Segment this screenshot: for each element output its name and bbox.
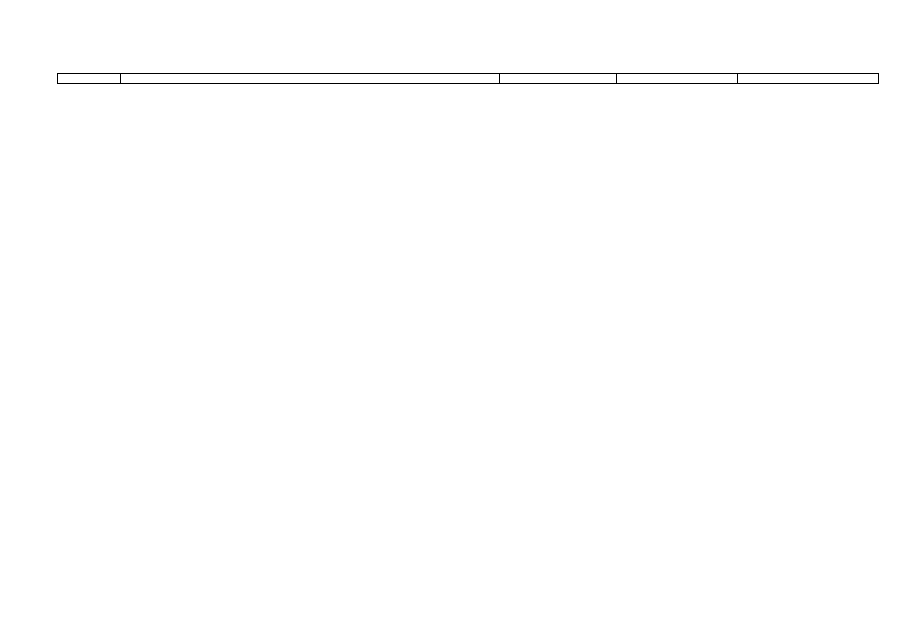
column-header-3 <box>500 72 616 83</box>
column-header-2 <box>121 72 499 83</box>
column-header-4 <box>617 72 737 83</box>
column-header-5 <box>738 72 878 83</box>
column-header-1 <box>58 72 120 83</box>
column-header-row <box>57 73 879 84</box>
